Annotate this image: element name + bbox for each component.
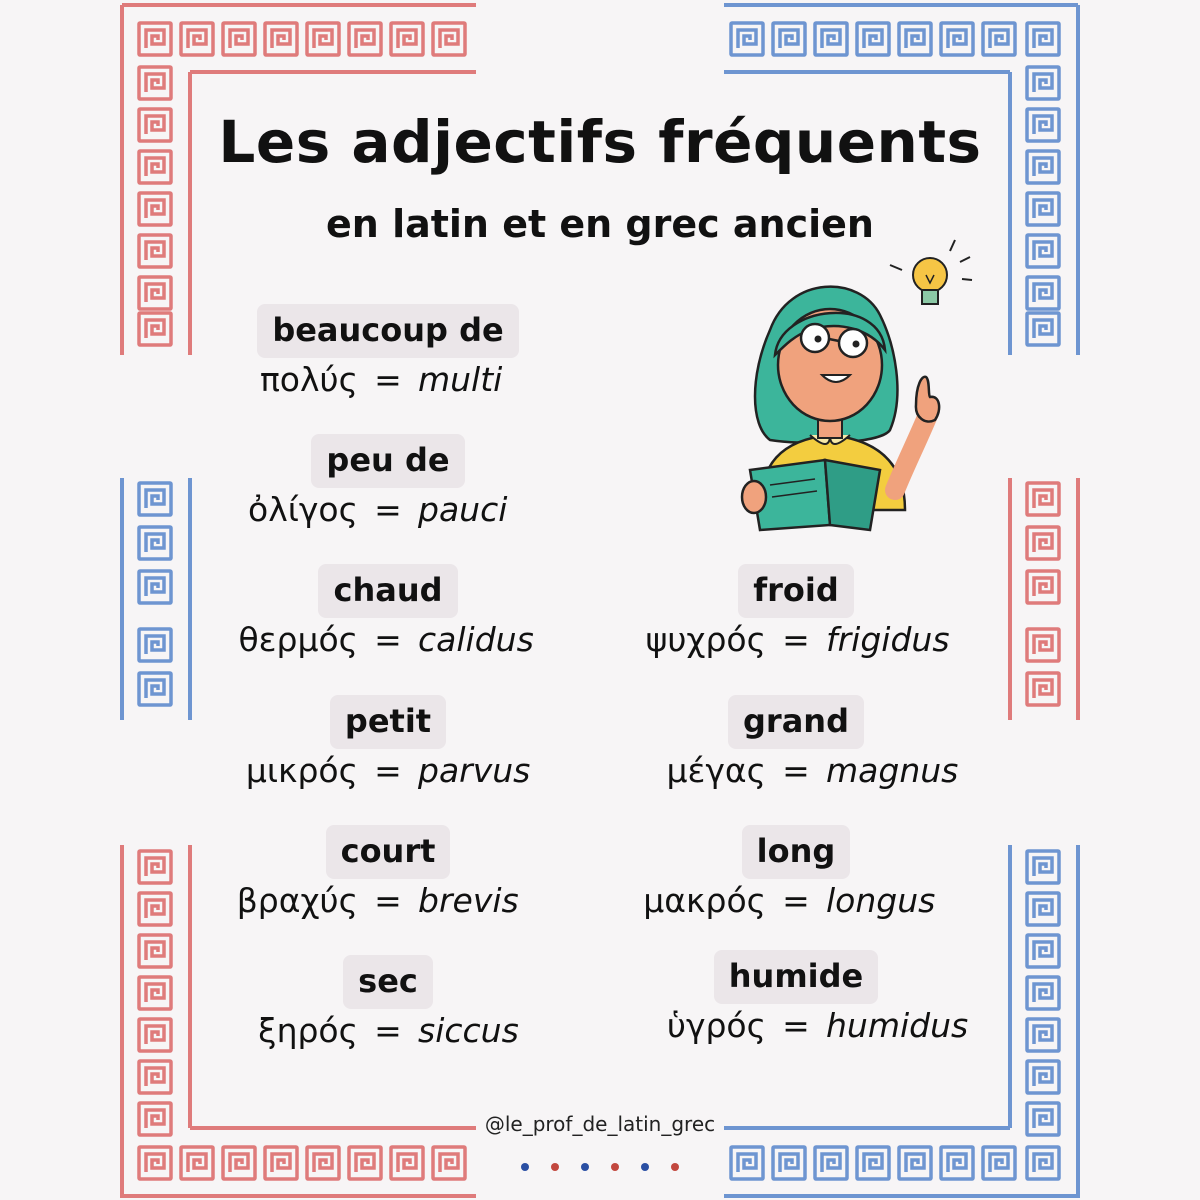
vocab-pair bbox=[178, 695, 598, 790]
french-word: chaud bbox=[318, 564, 457, 618]
greek-word: ξηρός bbox=[258, 1011, 358, 1050]
vocab-pair bbox=[586, 695, 1006, 790]
greek-word: μακρός bbox=[643, 881, 766, 920]
french-word: long bbox=[742, 825, 851, 879]
greek-word: μέγας bbox=[666, 751, 766, 790]
page-subtitle: en latin et en grec ancien bbox=[326, 202, 874, 246]
latin-word: pauci bbox=[418, 490, 508, 529]
vocab-pair bbox=[586, 825, 1006, 920]
vocab-pair bbox=[178, 434, 598, 529]
french-word: petit bbox=[330, 695, 446, 749]
equals-sign: = bbox=[374, 620, 402, 659]
vocab-pair bbox=[178, 955, 598, 1050]
greek-word: ὀλίγος bbox=[248, 490, 358, 529]
latin-word: humidus bbox=[826, 1006, 969, 1045]
carousel-dot bbox=[581, 1163, 589, 1171]
latin-word: calidus bbox=[418, 620, 534, 659]
latin-word: brevis bbox=[418, 881, 519, 920]
french-word: sec bbox=[343, 955, 433, 1009]
french-word: humide bbox=[714, 950, 878, 1004]
latin-word: magnus bbox=[826, 751, 959, 790]
greek-word: ὑγρός bbox=[666, 1006, 766, 1045]
vocab-pair bbox=[586, 950, 1006, 1045]
carousel-dot bbox=[551, 1163, 559, 1171]
equals-sign: = bbox=[374, 360, 402, 399]
french-word: court bbox=[326, 825, 451, 879]
equals-sign: = bbox=[782, 620, 810, 659]
carousel-dot bbox=[641, 1163, 649, 1171]
equals-sign: = bbox=[374, 490, 402, 529]
equals-sign: = bbox=[782, 1006, 810, 1045]
equals-sign: = bbox=[374, 881, 402, 920]
greek-word: βραχύς bbox=[236, 881, 358, 920]
carousel-dot bbox=[671, 1163, 679, 1171]
latin-word: parvus bbox=[418, 751, 531, 790]
equals-sign: = bbox=[374, 1011, 402, 1050]
equals-sign: = bbox=[374, 751, 402, 790]
equals-sign: = bbox=[782, 881, 810, 920]
vocab-pair bbox=[586, 564, 1006, 659]
latin-word: siccus bbox=[418, 1011, 519, 1050]
lightbulb-icon bbox=[890, 240, 972, 304]
latin-word: longus bbox=[826, 881, 936, 920]
latin-word: multi bbox=[418, 360, 503, 399]
french-word: peu de bbox=[311, 434, 464, 488]
greek-word: θερμός bbox=[238, 620, 358, 659]
page-title: Les adjectifs fréquents bbox=[218, 108, 982, 176]
equals-sign: = bbox=[782, 751, 810, 790]
vocab-pair bbox=[178, 564, 598, 659]
french-word: froid bbox=[738, 564, 854, 618]
french-word: grand bbox=[728, 695, 864, 749]
vocab-pair bbox=[178, 304, 598, 399]
greek-word: ψυχρός bbox=[645, 620, 766, 659]
greek-word: πολύς bbox=[259, 360, 358, 399]
carousel-dot bbox=[521, 1163, 529, 1171]
social-handle: @le_prof_de_latin_grec bbox=[484, 1112, 716, 1136]
french-word: beaucoup de bbox=[257, 304, 518, 358]
carousel-dot bbox=[611, 1163, 619, 1171]
teacher-with-book-and-lightbulb-icon bbox=[730, 235, 990, 535]
vocab-pair bbox=[178, 825, 598, 920]
greek-word: μικρός bbox=[245, 751, 358, 790]
latin-word: frigidus bbox=[826, 620, 950, 659]
carousel-dots bbox=[0, 1163, 1200, 1171]
